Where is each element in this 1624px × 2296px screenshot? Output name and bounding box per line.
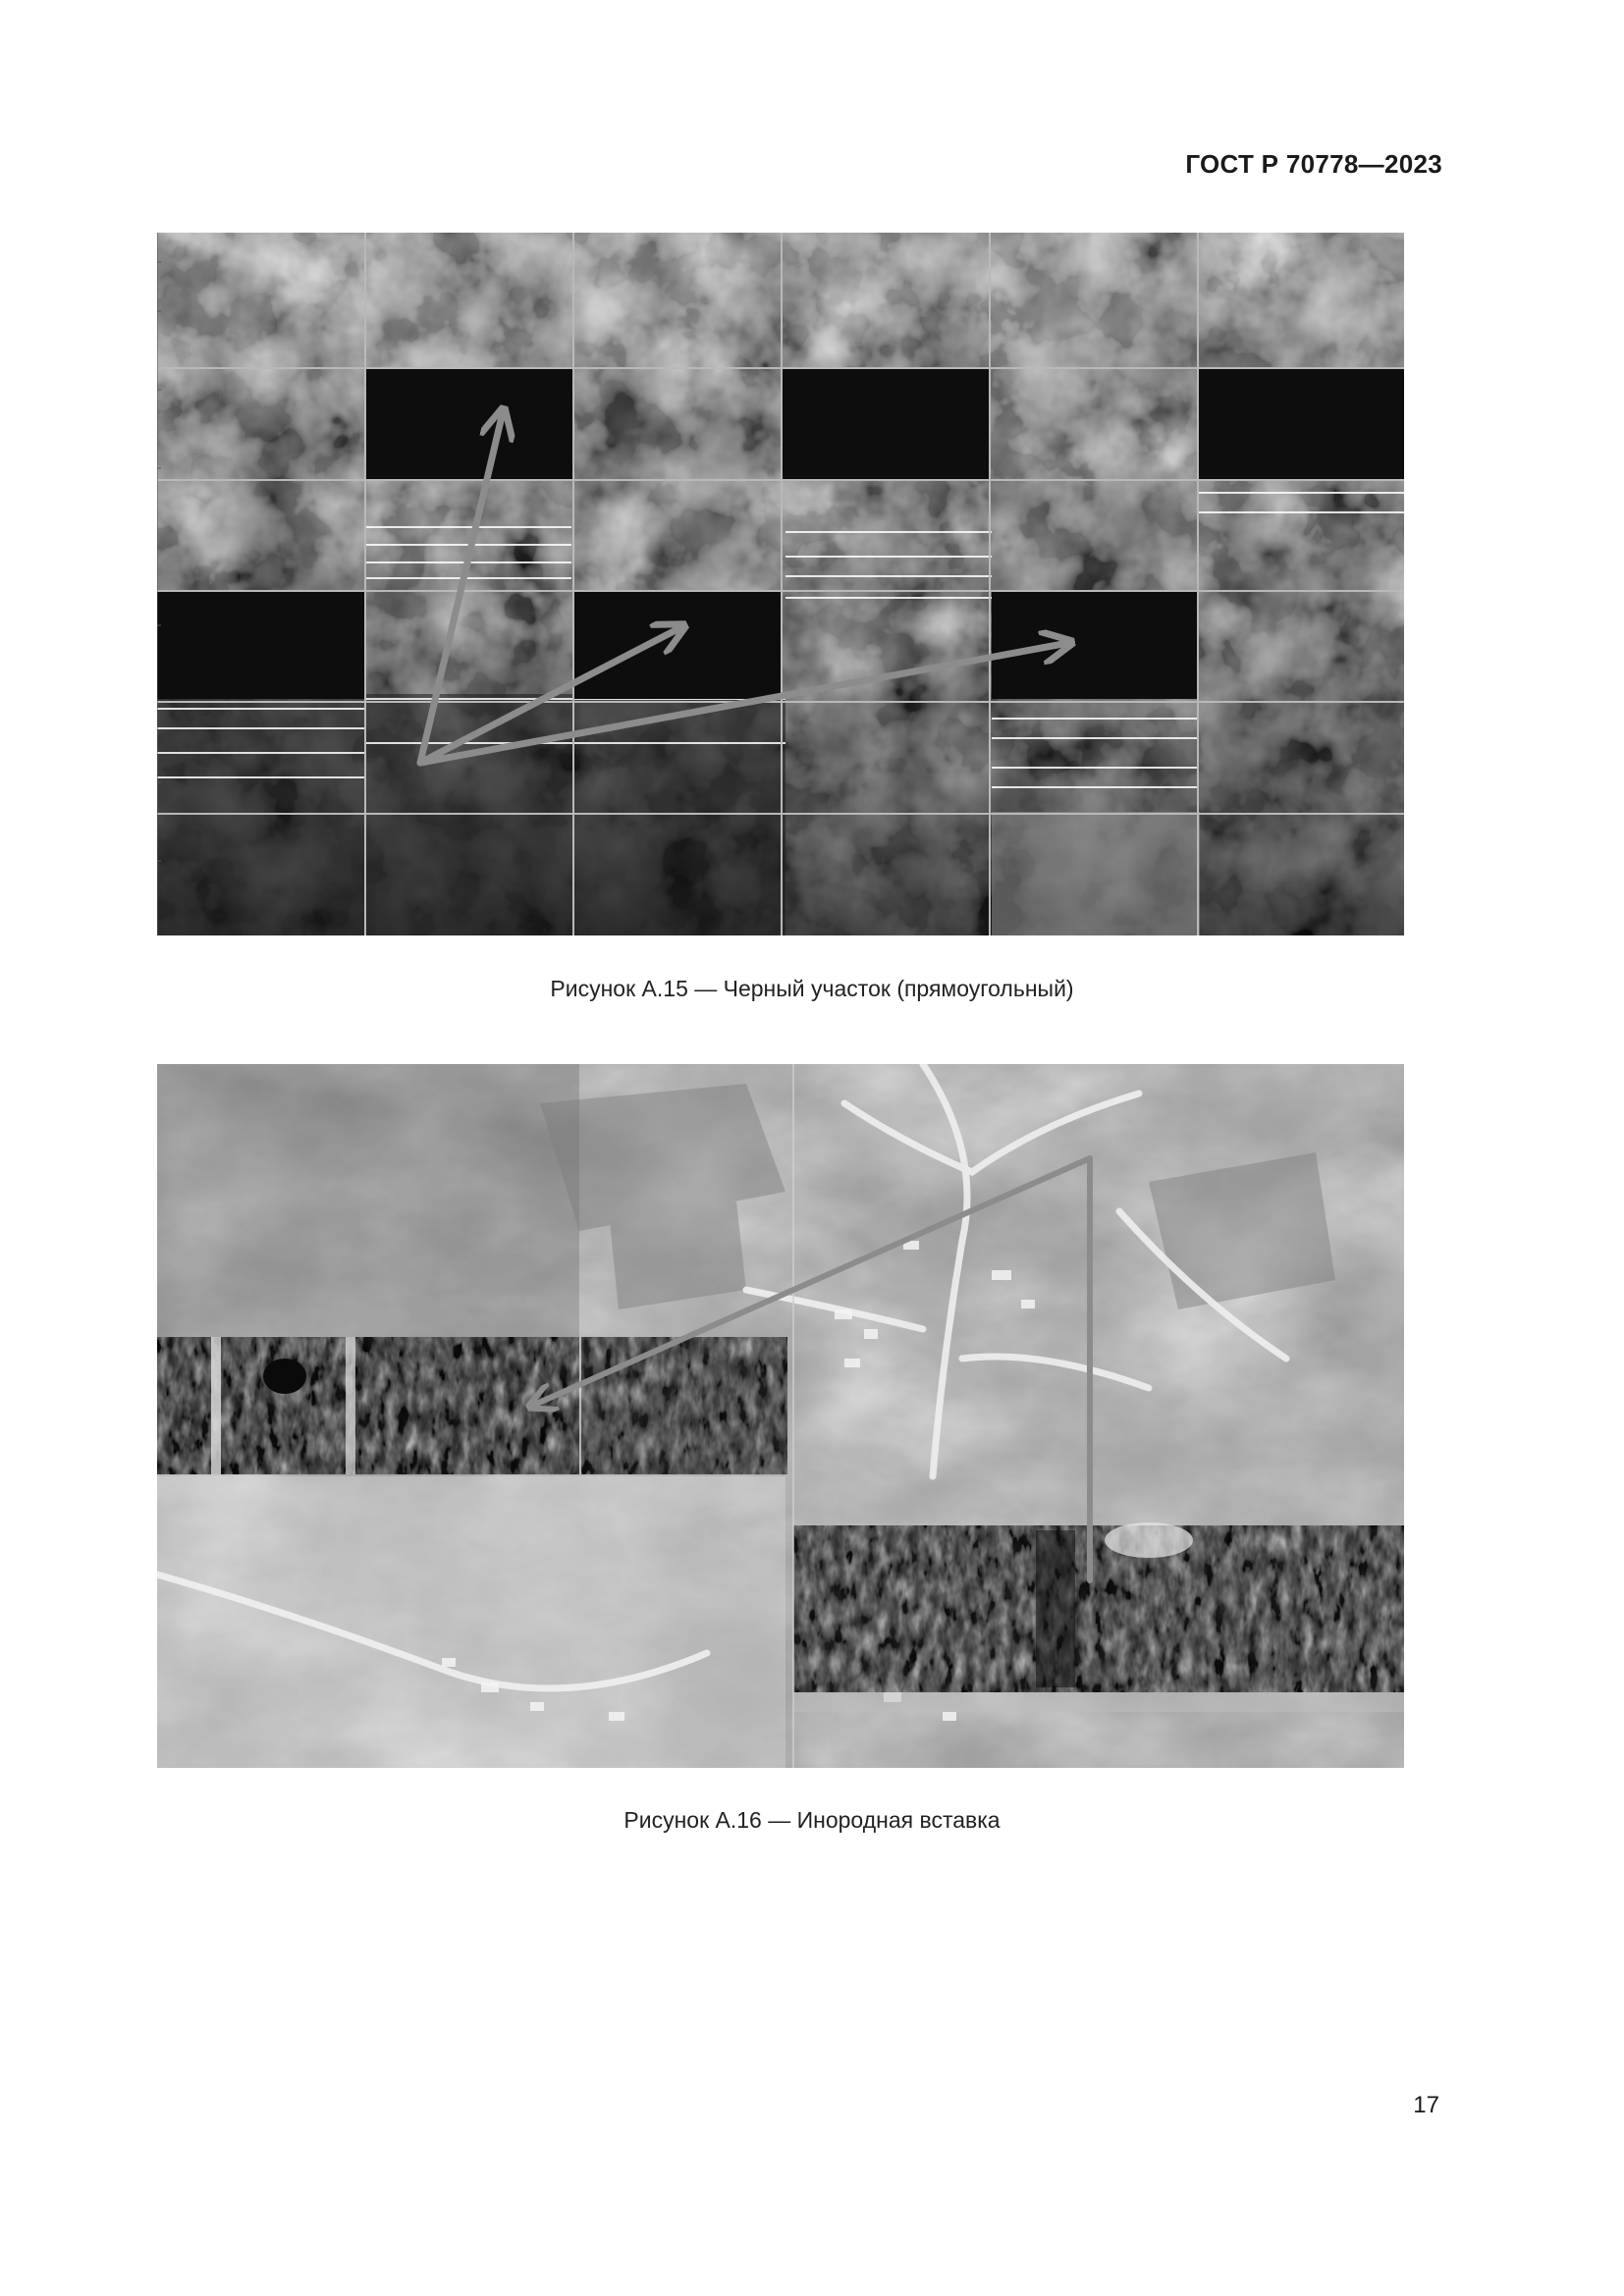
page-number: 17: [1413, 2092, 1439, 2118]
black-rect-6: [992, 591, 1198, 699]
black-rect-4: [157, 591, 365, 699]
figure-a16-caption: Рисунок А.16 — Инородная вставка: [623, 1807, 1001, 1833]
black-rect-3: [1198, 368, 1404, 479]
figure-a15-image: [157, 233, 1404, 935]
standard-code: ГОСТ Р 70778—2023: [1185, 149, 1442, 179]
foreign-insert-1: [157, 1337, 787, 1474]
figure-a15-caption: Рисунок А.15 — Черный участок (прямоугольный): [550, 976, 1074, 1001]
black-rect-5: [573, 591, 782, 699]
figure-a16-image: [157, 1064, 1404, 1768]
black-rect-1: [365, 368, 573, 479]
foreign-insert-2: [793, 1522, 1404, 1712]
black-rect-2: [783, 368, 991, 479]
